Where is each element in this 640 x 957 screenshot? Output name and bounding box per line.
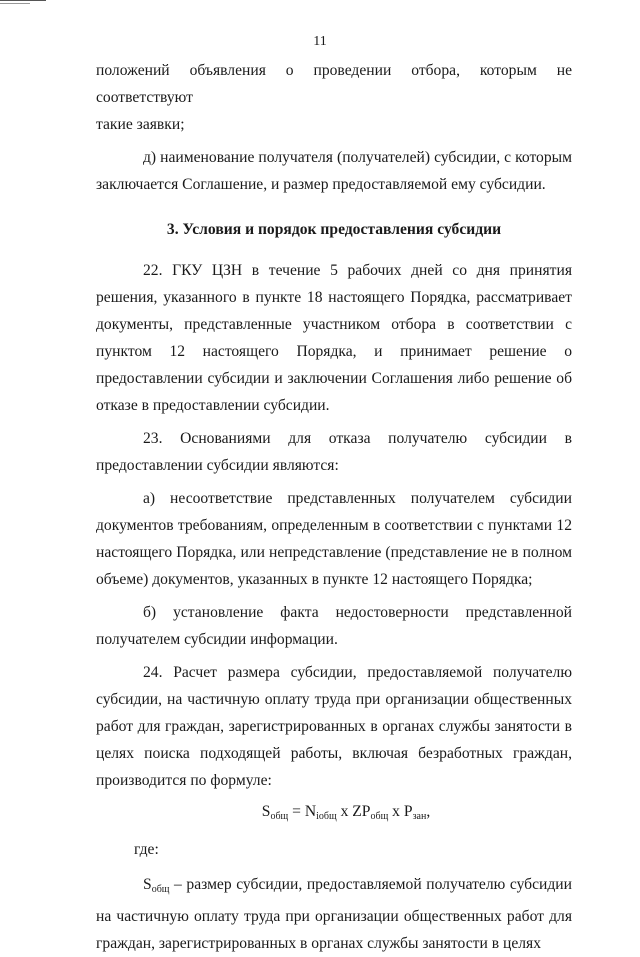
intro-line-1: положений объявления о проведении отбора, которым не соответствуют [96,62,572,106]
section-heading: 3. Условия и порядок предоставления субсидии [166,221,502,238]
item-d: д) наименование получателя (получателей) субсидии, с которым заключается Соглашение, и размер предоставляемой ему субсидии. [96,149,572,193]
paragraph-23-a: а) несоответствие представленных получателем субсидии документов требованиям, определенным в соответствии с пунктами 12 настоящего Порядка, или непредставление (представление не в полном объеме) документов, указанных в пункте 12 настоящего Порядка; [96,490,572,588]
paragraph-22: 22. ГКУ ЦЗН в течение 5 рабочих дней со дня принятия решения, указанного в пункте 18 настоящего Порядка, рассматривает документы, представленные участником отбора в соответствии с пунктом 12 настоящего Порядка, и принимает решение о предоставлении субсидии и заключении Соглашения либо решение об отказе в предоставлении субсидии. [96,262,572,414]
subsidy-formula: $S_{общ} = N_{iобщ}$ x $ZP_{общ}$ x $P_{зан}$, [261,803,431,822]
paragraph-24: 24. Расчет размера субсидии, предоставляемой получателю субсидии, на частичную оплату труда при организации общественных работ для граждан, зарегистрированных в органах службы занятости в целях поиска подходящей работы, включая безработных граждан, производится по формуле: [96,664,572,789]
corner-mark [0,0,46,1]
symbol-definition: $S_{общ}$ – размер субсидии, предоставляемой получателю субсидии на частичную оплату труда при организации общественных работ для граждан, зарегистрированных в органах службы занятости в целях [96,876,572,952]
where-label: где: [134,841,159,858]
corner-mark-secondary [0,3,30,4]
document-body [96,57,572,957]
paragraph-23: 23. Основаниями для отказа получателю субсидии в предоставлении субсидии являются: [96,430,572,474]
paragraph-23-b: б) установление факта недостоверности представленной получателем субсидии информации. [96,604,572,648]
page-number: 11 [313,34,327,49]
intro-line-2: такие заявки; [96,116,185,133]
